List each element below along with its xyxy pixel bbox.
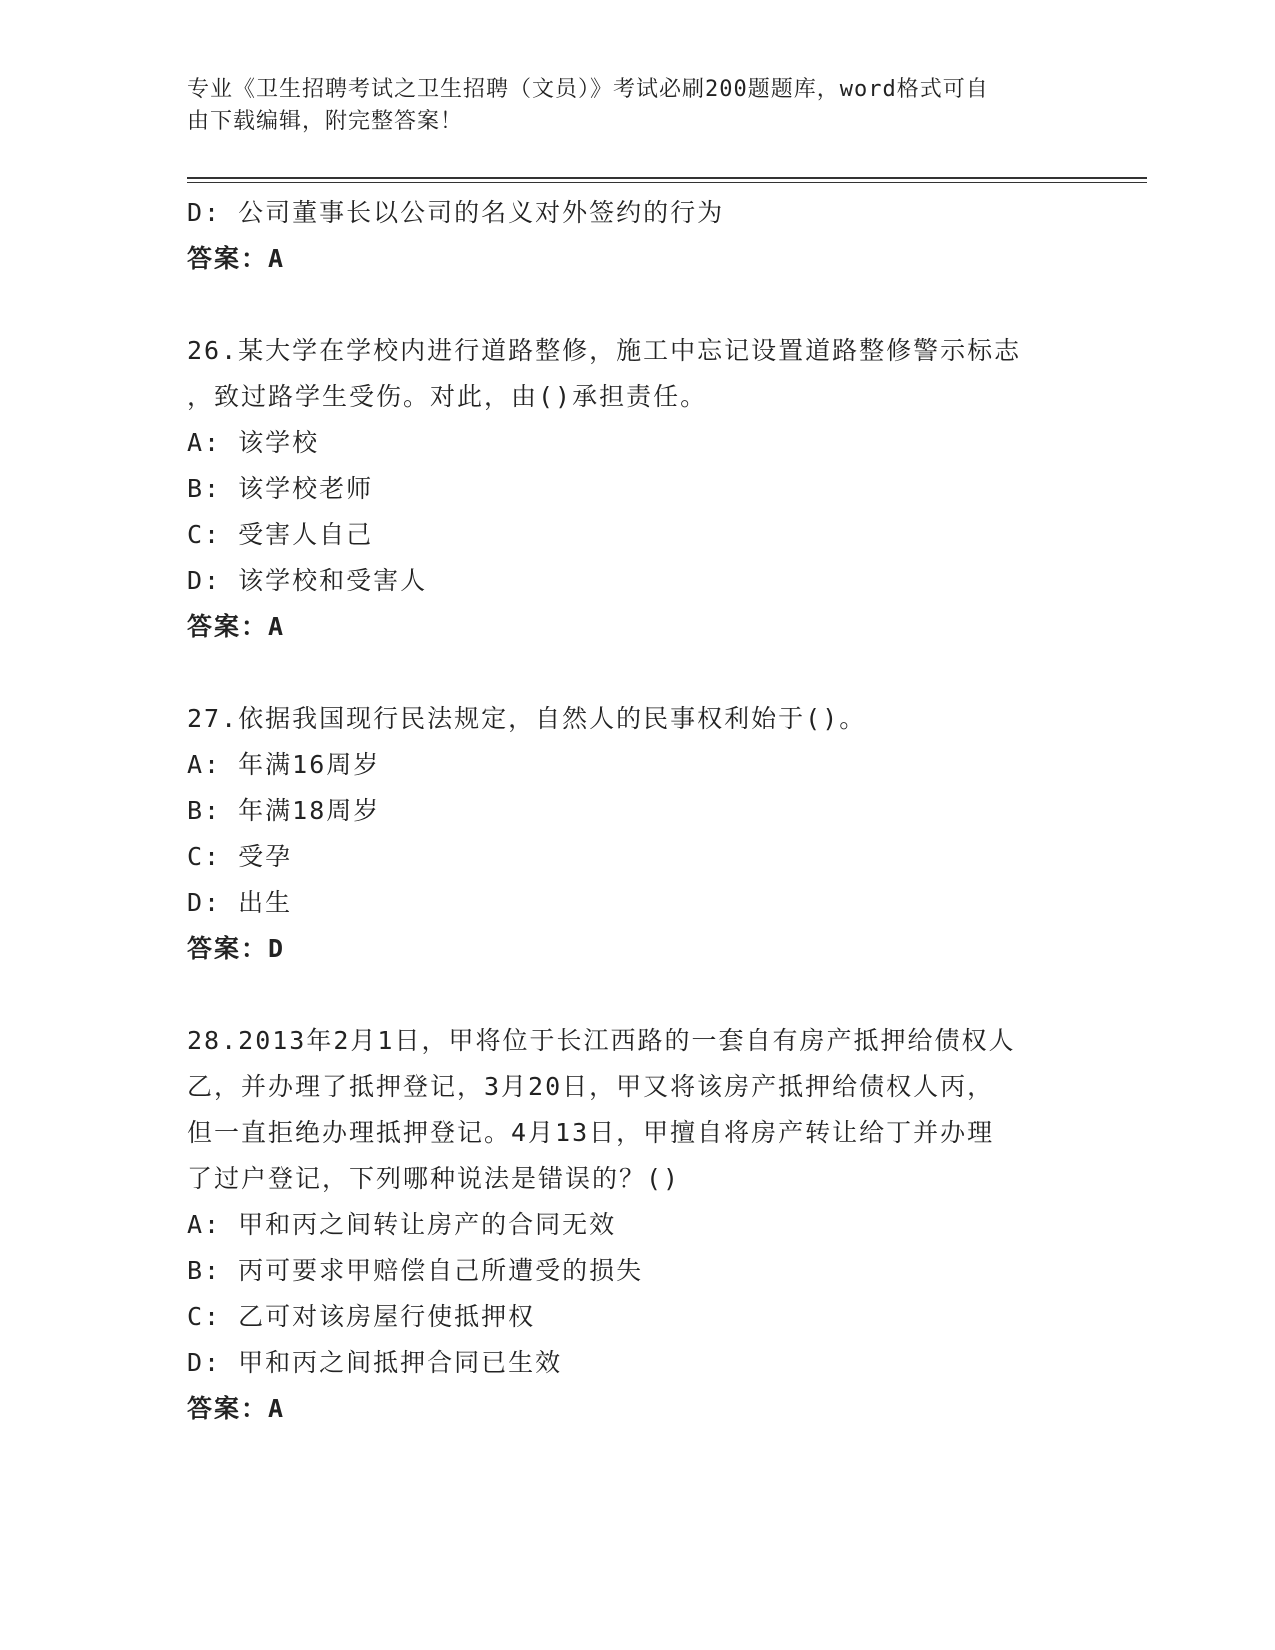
question-27 <box>187 696 1087 972</box>
option-b: B: 丙可要求甲赔偿自己所遭受的损失 <box>187 1256 644 1285</box>
answer-line: 答案：A <box>187 612 286 641</box>
option-d: D: 出生 <box>187 888 293 917</box>
option-a: A: 甲和丙之间转让房产的合同无效 <box>187 1210 617 1239</box>
option-d: D: 公司董事长以公司的名义对外签约的行为 <box>187 198 725 227</box>
question-28 <box>187 1018 1087 1432</box>
question-stem-line: 了过户登记，下列哪种说法是错误的？() <box>187 1164 681 1193</box>
document-body <box>187 190 1087 1432</box>
option-b: B: 年满18周岁 <box>187 796 381 825</box>
header-rule-thin <box>187 182 1147 183</box>
question-stem-line: 乙，并办理了抵押登记，3月20日，甲又将该房产抵押给债权人丙， <box>187 1072 995 1101</box>
option-c: C: 受害人自己 <box>187 520 374 549</box>
option-a: A: 年满16周岁 <box>187 750 381 779</box>
spacer <box>187 282 1087 328</box>
option-c: C: 乙可对该房屋行使抵押权 <box>187 1302 536 1331</box>
previous-question-tail <box>187 190 1087 282</box>
answer-line: 答案：A <box>187 1394 286 1423</box>
option-b: B: 该学校老师 <box>187 474 374 503</box>
question-stem-line: 26.某大学在学校内进行道路整修，施工中忘记设置道路整修警示标志 <box>187 336 1022 365</box>
answer-line: 答案：A <box>187 244 286 273</box>
question-stem-line: ，致过路学生受伤。对此，由()承担责任。 <box>187 382 708 411</box>
spacer <box>187 972 1087 1018</box>
question-stem-line: 但一直拒绝办理抵押登记。4月13日，甲擅自将房产转让给丁并办理 <box>187 1118 995 1147</box>
option-d: D: 甲和丙之间抵押合同已生效 <box>187 1348 563 1377</box>
option-d: D: 该学校和受害人 <box>187 566 428 595</box>
question-stem-line: 27.依据我国现行民法规定，自然人的民事权利始于()。 <box>187 704 867 733</box>
answer-line: 答案：D <box>187 934 286 963</box>
question-26 <box>187 328 1087 650</box>
option-a: A: 该学校 <box>187 428 320 457</box>
spacer <box>187 650 1087 696</box>
option-c: C: 受孕 <box>187 842 293 871</box>
question-stem-line: 28.2013年2月1日，甲将位于长江西路的一套自有房产抵押给债权人 <box>187 1026 1016 1055</box>
header-rule-thick <box>187 177 1147 179</box>
header-line-1: 专业《卫生招聘考试之卫生招聘（文员）》考试必刷200题题库，word格式可自 <box>187 77 989 102</box>
document-header <box>187 74 1067 138</box>
header-line-2: 由下载编辑，附完整答案！ <box>187 109 464 134</box>
